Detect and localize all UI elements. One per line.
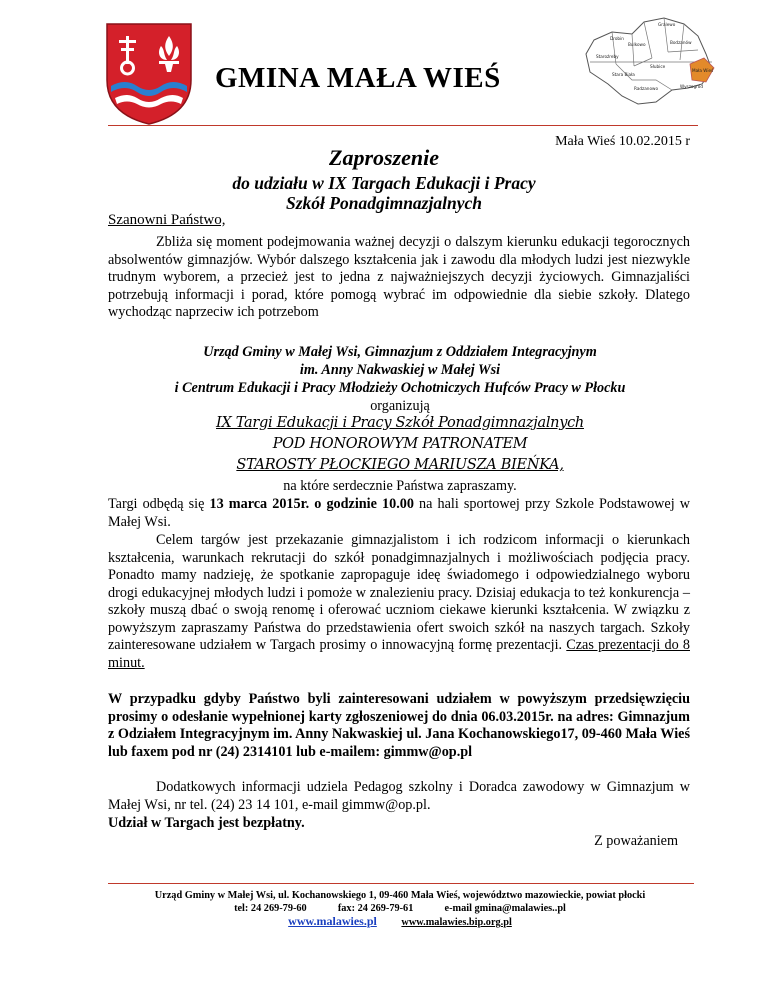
map-label-3: Słubice: [650, 64, 666, 69]
organizers-line-1: Urząd Gminy w Małej Wsi, Gimnazjum z Oddziałem Integracyjnym: [203, 344, 597, 360]
purpose-paragraph: [108, 532, 690, 672]
map-label-1: Gralewo: [658, 22, 676, 27]
signature: Z poważaniem: [594, 833, 678, 849]
intro-paragraph: [108, 234, 690, 322]
map-label-7: Staroźreby: [596, 54, 619, 59]
map-label-4: Mała Wieś: [692, 68, 714, 73]
footer-contacts: [100, 902, 700, 915]
contact-paragraph: [108, 779, 690, 814]
organizers-block: [100, 343, 700, 415]
when-pre: Targi odbędą się: [108, 496, 210, 512]
when-paragraph: [108, 496, 690, 531]
invitation-subtitle-line-2: Szkół Ponadgimnazjalnych: [286, 193, 482, 213]
footer-address: Urząd Gminy w Małej Wsi, ul. Kochanowskiego 1, 09-460 Mała Wieś, województwo mazowieckie, powiat płocki: [154, 890, 646, 901]
organizers-organize: organizują: [370, 398, 430, 414]
time-limit-note: Czas prezentacji do 8 minut.: [108, 637, 690, 671]
footer-fax: fax: 24 269-79-61: [337, 903, 414, 914]
map-label-2: Bodzanów: [670, 40, 692, 45]
registration-paragraph: [108, 691, 690, 761]
event-line-1: IX Targi Edukacji i Pracy Szkół Ponadgimnazjalnych: [216, 415, 584, 431]
invitation-subtitle-line-1: do udziału w IX Targach Edukacji i Pracy: [232, 173, 536, 193]
intro-text: Zbliża się moment podejmowania ważnej decyzji o dalszym kierunku edukacji tegorocznych absolwentów gimnazjów. Wybór dalszego kształcenia jak i zawodu dla młodych ludzi jest niezwykle trudnym wyborem, a przecież jest to jedna z najważniejszych decyzji życiowych. Gimnazjaliści potrzebują informacji i porad, które pomogą wybrać im odpowiednie dla siebie szkoły. Dlatego wychodząc naprzeciw ich potrzebom: [108, 234, 690, 320]
when-post: na hali sportowej przy Szkole Podstawowej w Małej Wsi.: [108, 496, 690, 530]
organizers-line-3: i Centrum Edukacji i Pracy Młodzieży Ochotniczych Hufców Pracy w Płocku: [174, 380, 626, 396]
map-label-8: Drobin: [610, 36, 624, 41]
purpose-text: Celem targów jest przekazanie gimnazjalistom i ich rodzicom informacji o kierunkach kształcenia, warunkach rekrutacji do szkół ponadgimnazjalnych i możliwościach podjęcia pracy. Ponadto mamy nadzieję, że spotkanie zapropaguje ideę świadomego i odpowiedzialnego wyboru drogi edukacyjnej młodych ludzi i pomoże w znalezieniu pracy. Dzisiaj edukacja to też konkurencja – szkoły muszą dbać o swoją renomę i oferować uczniom ciekawe kierunki kształcenia. W związku z powyższym zapraszamy Państwa do przedstawienia ofert swoich szkół na naszych targach. Szkoły zainteresowane udziałem w Targach prosimy o innowacyjną formę prezentacji.: [108, 532, 690, 653]
map-label-10: Stara Biała: [612, 72, 635, 77]
date-line: Mała Wieś 10.02.2015 r: [555, 134, 690, 149]
footer: [100, 889, 700, 929]
map-label-9: Radzanowo: [634, 86, 659, 91]
footer-divider: [108, 883, 694, 884]
event-line-2: POD HONOROWYM PATRONATEM: [272, 436, 528, 452]
greeting: Szanowni Państwo,: [108, 212, 226, 228]
map-label-6: Bulkowo: [628, 42, 646, 47]
event-line-3: STAROSTY PŁOCKIEGO MARIUSZA BIEŃKA,: [236, 457, 564, 473]
header-divider: [108, 125, 698, 126]
invitation-subtitle: [0, 173, 768, 213]
event-block: [100, 413, 700, 476]
map-label-5: Wyszogród: [680, 84, 703, 89]
contact-text: Dodatkowych informacji udziela Pedagog szkolny i Doradca zawodowy w Gimnazjum w Małej Wsi, nr tel. (24) 23 14 101, e-mail gimmw@op.pl.: [108, 779, 690, 813]
footer-links: [100, 915, 700, 929]
municipality-title: GMINA MAŁA WIEŚ: [215, 62, 501, 94]
footer-tel: tel: 24 269-79-60: [234, 903, 307, 914]
organizers-line-2: im. Anny Nakwaskiej w Małej Wsi: [299, 362, 501, 378]
free-note: Udział w Targach jest bezpłatny.: [108, 815, 305, 831]
website-link[interactable]: www.malawies.pl: [288, 914, 377, 928]
bip-link[interactable]: www.malawies.bip.org.pl: [401, 917, 512, 928]
when-date: 13 marca 2015r. o godzinie 10.00: [209, 496, 414, 512]
footer-email: e-mail gmina@malawies..pl: [444, 903, 566, 914]
registration-text: W przypadku gdyby Państwo byli zainteresowani udziałem w powyższym przedsięwzięciu prosimy o odesłanie wypełnionej karty zgłoszeniowej do dnia 06.03.2015r. na adres: Gimnazjum z Odziałem Integracyjnym im. Anny Nakwaskiej ul. Jana Kochanowskiego17, 09-460 Mała Wieś lub faxem pod nr (24) 2314101 lub e-mailem: gimmw@op.pl: [108, 691, 690, 760]
invitation-title: Zaproszenie: [329, 145, 439, 170]
event-invite: na które serdecznie Państwa zapraszamy.: [283, 478, 517, 494]
region-map: [572, 10, 720, 118]
coat-of-arms-logo: [103, 22, 195, 126]
